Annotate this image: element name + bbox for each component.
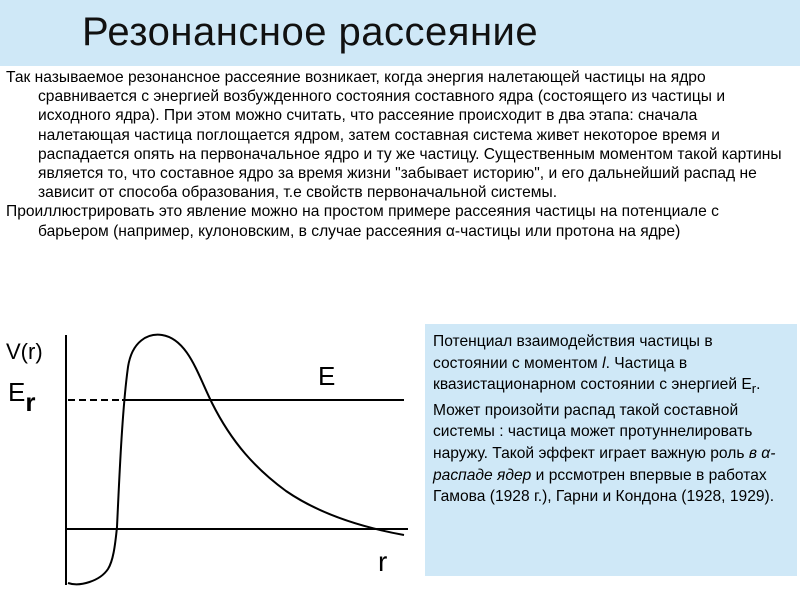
paragraph-resonance-definition: Так называемое резонансное рассеяние возникает, когда энергия налетающей частицы на ядро сравнивается с энергией возбужденного состояния составного ядра (состоящего из частицы и исходного ядра). При этом можно считать, что рассеяние происходит в два этапа: сначала налетающая частица поглощается ядром, затем составная система живет некоторое время и распадается опять на первоначальное ядро и ту же частицу. Существенным моментом такой картины является то, что составное ядро за время жизни "забывает историю", и его дальнейший распад не зависит от способа образования, т.е свойств первоначальной системы.	[6, 69, 782, 202]
energy-label: E	[318, 361, 336, 391]
infobox-text-3: . Может произойти распад такой составной системы : частица может протуннелировать наружу. Такой эффект играет важную роль	[433, 376, 761, 463]
infobox-l-symbol: l	[602, 354, 606, 372]
level-label-subscript: r	[25, 387, 36, 417]
potential-graph	[0, 315, 420, 600]
slide-title: Резонансное рассеяние	[82, 10, 539, 54]
level-label	[8, 377, 35, 417]
infobox-text-1: Потенциал взаимодействия частицы в состоянии с моментом	[433, 333, 713, 372]
infobox-text-5: и рссмотрен впервые в работах Гамова (1928 г.), Гарни и Кондона (1928, 1929).	[433, 466, 775, 506]
infobox-emph-v: в	[748, 445, 757, 463]
paragraph-illustration: Проиллюстрировать это явление можно на простом примере рассеяния частицы на потенциале с барьером (например, кулоновским, в случае рассеяния α-частицы или протона на ядре)	[6, 203, 719, 240]
potential-curve	[68, 335, 404, 585]
x-axis-label: r	[378, 546, 388, 577]
y-axis-label: V(r)	[6, 339, 43, 364]
infobox-text-2: . Частица в квазистационарном состоянии с энергией E	[433, 354, 752, 394]
body-text	[6, 68, 792, 241]
infobox-subscript-r: r	[751, 381, 757, 397]
infobox-emph-alpha-decay: α-распаде ядер	[433, 445, 776, 484]
level-label-main: E	[8, 377, 26, 407]
potential-description-box	[425, 324, 797, 576]
